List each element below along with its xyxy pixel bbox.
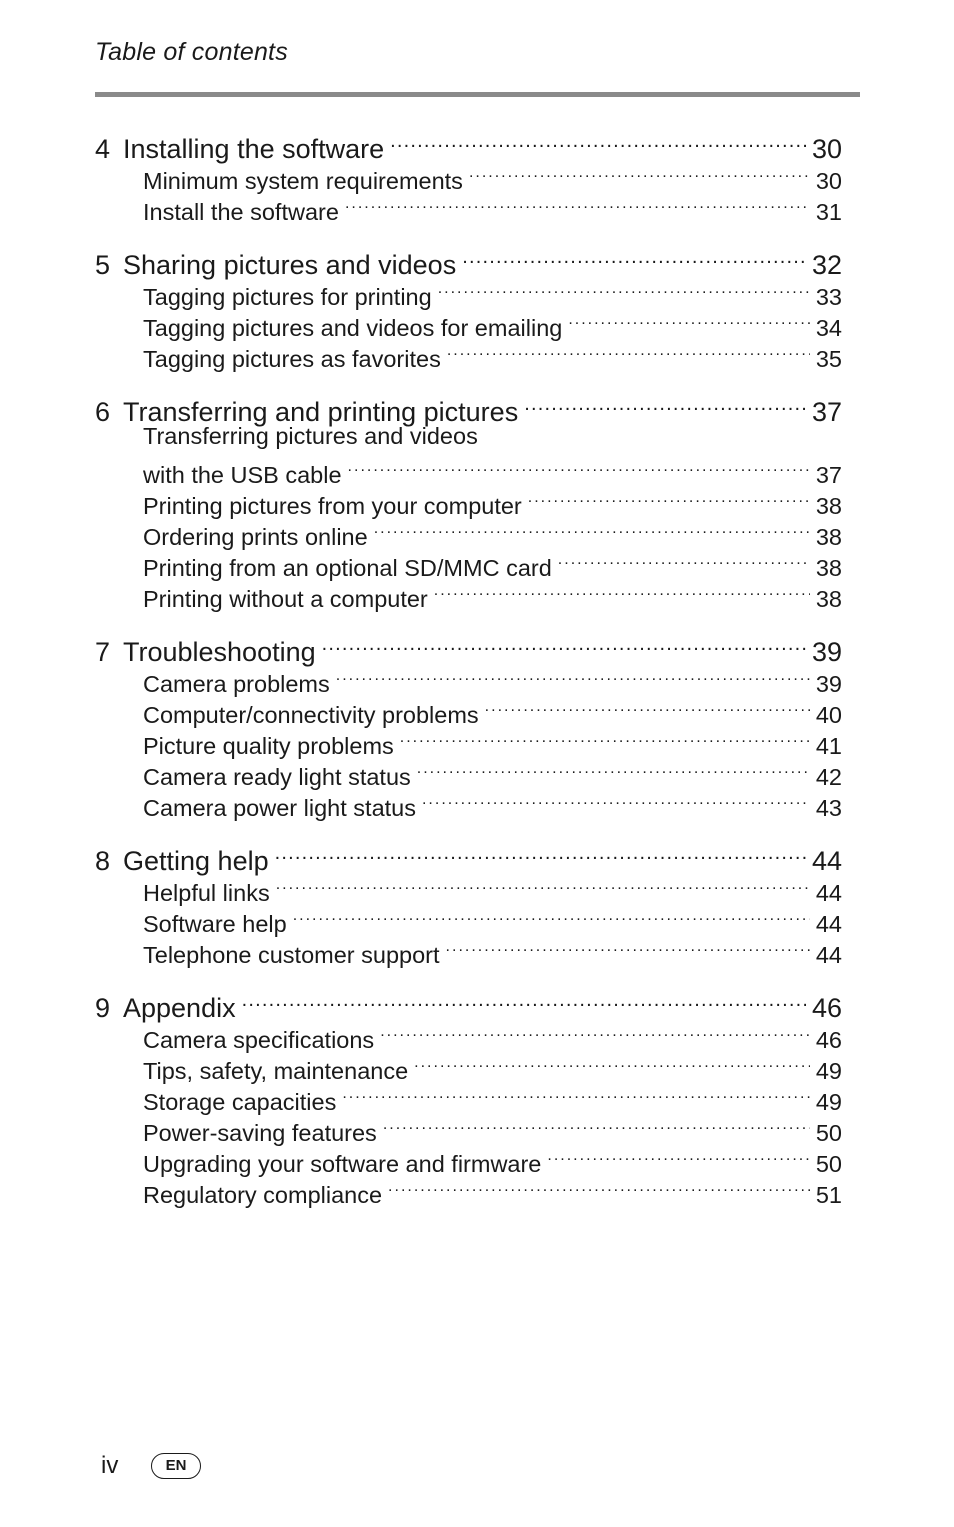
chapter-number: 9: [95, 993, 111, 1023]
section-page-number: 33: [815, 284, 842, 310]
section-page-number: 39: [815, 671, 842, 697]
chapter-title: Transferring and printing pictures: [123, 397, 519, 427]
page-header-title: Table of contents: [95, 38, 288, 66]
section-title: Power-saving features: [143, 1120, 377, 1146]
chapter-page-number: 44: [811, 846, 842, 876]
toc-chapter: [95, 238, 842, 372]
dot-leader: [446, 932, 810, 963]
chapter-number: 8: [95, 846, 111, 876]
section-page-number: 37: [815, 462, 842, 488]
dot-leader: [374, 514, 810, 545]
section-page-number: 49: [815, 1089, 842, 1115]
section-page-number: 51: [815, 1182, 842, 1208]
section-page-number: 30: [815, 168, 842, 194]
section-title: Regulatory compliance: [143, 1182, 383, 1208]
section-page-number: 38: [815, 524, 842, 550]
section-title: Helpful links: [143, 880, 270, 906]
chapter-number: 7: [95, 637, 111, 667]
dot-leader: [568, 305, 810, 336]
section-page-number: 35: [815, 346, 842, 372]
toc-chapter-entry[interactable]: [95, 981, 842, 1023]
chapter-number: 6: [95, 397, 111, 427]
section-title: Printing from an optional SD/MMC card: [143, 555, 552, 581]
header-divider: [95, 92, 860, 97]
dot-leader: [275, 834, 806, 870]
toc-chapter-entry[interactable]: [95, 122, 842, 164]
dot-leader: [380, 1017, 810, 1048]
chapter-title: Getting help: [123, 846, 269, 876]
dot-leader: [417, 754, 810, 785]
section-page-number: 50: [815, 1120, 842, 1146]
language-badge: EN: [151, 1453, 201, 1479]
section-title: Printing without a computer: [143, 586, 428, 612]
page-number: iv: [101, 1452, 119, 1479]
section-title: Tagging pictures for printing: [143, 284, 432, 310]
section-page-number: 34: [815, 315, 842, 341]
section-title: Camera specifications: [143, 1027, 375, 1053]
section-page-number: 43: [815, 795, 842, 821]
section-page-number: 44: [815, 880, 842, 906]
toc-chapter-entry[interactable]: [95, 385, 842, 427]
dot-leader: [414, 1048, 810, 1079]
chapter-number: 5: [95, 250, 111, 280]
section-page-number: 46: [815, 1027, 842, 1053]
table-of-contents: [95, 122, 842, 1221]
section-title: Computer/connectivity problems: [143, 702, 479, 728]
chapter-title: Installing the software: [123, 134, 385, 164]
chapter-page-number: 46: [811, 993, 842, 1023]
dot-leader: [422, 785, 810, 816]
toc-chapter-entry[interactable]: [95, 625, 842, 667]
dot-leader: [524, 385, 806, 421]
dot-leader: [558, 545, 810, 576]
section-page-number: 50: [815, 1151, 842, 1177]
dot-leader: [336, 661, 810, 692]
chapter-title: Sharing pictures and videos: [123, 250, 457, 280]
dot-leader: [485, 692, 810, 723]
dot-leader: [322, 625, 806, 661]
section-title: Upgrading your software and firmware: [143, 1151, 542, 1177]
toc-chapter: [95, 122, 842, 225]
dot-leader: [383, 1110, 810, 1141]
section-title: Camera problems: [143, 671, 330, 697]
dot-leader: [400, 723, 810, 754]
chapter-title: Troubleshooting: [123, 637, 316, 667]
toc-section-entry[interactable]: [95, 421, 842, 452]
toc-chapter-entry[interactable]: [95, 238, 842, 280]
toc-chapter: [95, 981, 842, 1208]
dot-leader: [447, 336, 810, 367]
section-title: Tips, safety, maintenance: [143, 1058, 409, 1084]
dot-leader: [293, 901, 810, 932]
section-page-number: 44: [815, 911, 842, 937]
dot-leader: [547, 1141, 809, 1172]
section-title: Install the software: [143, 199, 339, 225]
toc-section-entry[interactable]: [95, 452, 842, 488]
section-page-number: 49: [815, 1058, 842, 1084]
chapter-number: 4: [95, 134, 111, 164]
chapter-title: Appendix: [123, 993, 236, 1023]
dot-leader: [348, 452, 810, 483]
section-title: Minimum system requirements: [143, 168, 463, 194]
section-page-number: 41: [815, 733, 842, 759]
section-title: Picture quality problems: [143, 733, 394, 759]
toc-chapter: [95, 834, 842, 968]
section-page-number: 38: [815, 493, 842, 519]
dot-leader: [342, 1079, 810, 1110]
section-page-number: 40: [815, 702, 842, 728]
section-title: Transferring pictures and videos: [143, 423, 478, 449]
section-page-number: 38: [815, 586, 842, 612]
section-title: with the USB cable: [143, 462, 342, 488]
chapter-page-number: 37: [811, 397, 842, 427]
dot-leader: [242, 981, 806, 1017]
chapter-page-number: 32: [811, 250, 842, 280]
section-title: Camera ready light status: [143, 764, 411, 790]
dot-leader: [390, 122, 806, 158]
dot-leader: [388, 1172, 810, 1203]
dot-leader: [528, 483, 810, 514]
section-title: Tagging pictures as favorites: [143, 346, 441, 372]
section-title: Storage capacities: [143, 1089, 337, 1115]
chapter-page-number: 30: [811, 134, 842, 164]
toc-chapter: [95, 385, 842, 612]
dot-leader: [438, 274, 810, 305]
section-page-number: 31: [815, 199, 842, 225]
section-page-number: 38: [815, 555, 842, 581]
section-page-number: 42: [815, 764, 842, 790]
section-title: Camera power light status: [143, 795, 416, 821]
chapter-page-number: 39: [811, 637, 842, 667]
section-title: Ordering prints online: [143, 524, 368, 550]
toc-chapter: [95, 625, 842, 821]
section-title: Printing pictures from your computer: [143, 493, 522, 519]
dot-leader: [345, 189, 810, 220]
dot-leader: [276, 870, 810, 901]
dot-leader: [469, 158, 810, 189]
section-title: Telephone customer support: [143, 942, 440, 968]
dot-leader: [434, 576, 810, 607]
dot-leader: [462, 238, 806, 274]
section-page-number: 44: [815, 942, 842, 968]
section-title: Software help: [143, 911, 287, 937]
toc-chapter-entry[interactable]: [95, 834, 842, 876]
section-title: Tagging pictures and videos for emailing: [143, 315, 563, 341]
